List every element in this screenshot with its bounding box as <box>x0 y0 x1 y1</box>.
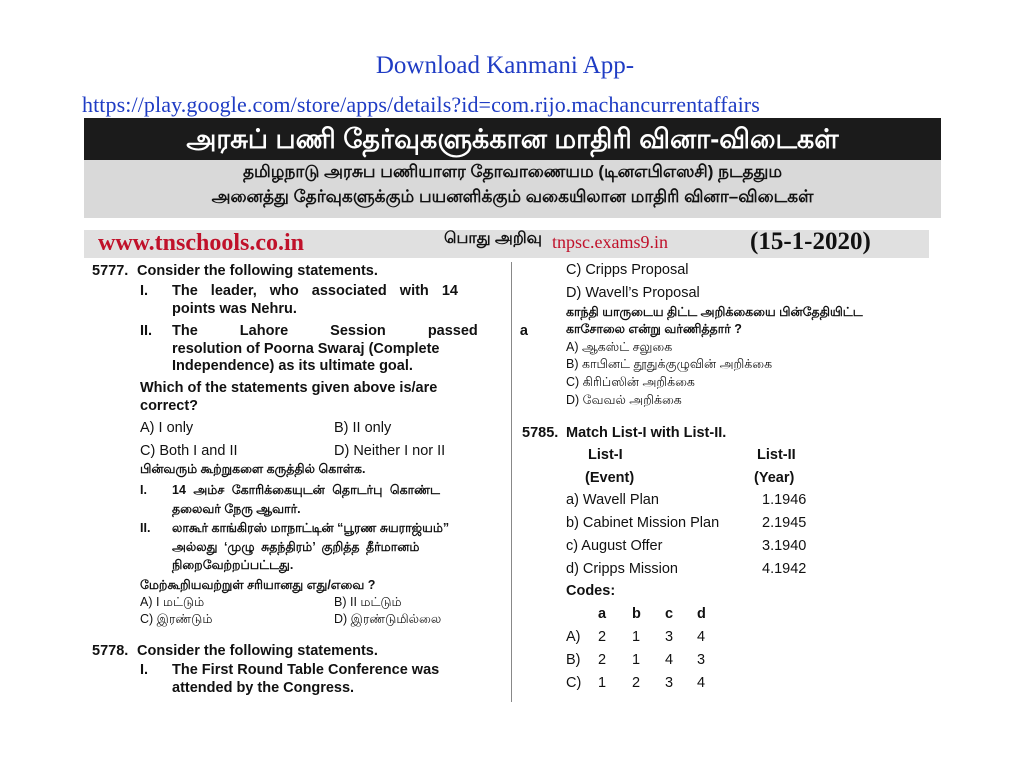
match-year: 2.1945 <box>762 515 807 531</box>
list-1-header: List-I <box>588 447 623 463</box>
option-c: C) Both I and II <box>140 443 238 459</box>
tamil-question: காந்தி யாருடைய திட்ட அறிக்கையை பின்தேதியிட்ட <box>566 305 863 319</box>
option-a: A) I only <box>140 420 194 436</box>
download-title: Download Kanmani App- <box>375 52 635 79</box>
tamil-statement-text: 14 அம்ச கோரிக்கையுடன் தொடர்பு கொண்ட <box>172 483 440 497</box>
list-2-subheader: (Year) <box>754 470 795 486</box>
codes-header: d <box>697 606 706 622</box>
tamil-statement-text: அல்லது ‘முழு சுதந்திரம்’ குறித்த தீர்மானம் <box>172 540 420 554</box>
match-year: 3.1940 <box>762 538 807 554</box>
question-number: 5778. <box>92 643 129 659</box>
tamil-statement-text: தலைவர் நேரு ஆவார். <box>172 502 301 516</box>
codes-label: Codes: <box>566 583 616 599</box>
statement-text: points was Nehru. <box>172 301 297 317</box>
tamil-ask: மேற்கூறியவற்றுள் சரியானது எது/எவை ? <box>140 578 376 592</box>
list-1-subheader: (Event) <box>585 470 635 486</box>
date-label: (15-1-2020) <box>750 228 871 255</box>
subtitle-line-1: தமிழநாடு அரசுப பணியாளர தோவாணையம (டினஎபிஎஸசி) நடததும <box>242 162 783 181</box>
banner-title: அரசுப் பணி தேர்வுகளுக்கான மாதிரி வினா-விடைகள் <box>84 118 941 160</box>
tamil-option-c: C) கிரிப்ஸின் அறிக்கை <box>566 375 695 389</box>
code-value: 1 <box>598 675 607 691</box>
site-left-label: www.tnschools.co.in <box>98 230 305 256</box>
match-event: d) Cripps Mission <box>566 561 678 577</box>
tamil-option-a: A) I மட்டும் <box>140 595 205 609</box>
tamil-statement-text: நிறைவேற்றப்பட்டது. <box>172 558 294 572</box>
tamil-option-d: D) இரண்டுமில்லை <box>334 612 442 626</box>
statement-number: II. <box>140 323 153 339</box>
code-value: 4 <box>665 652 674 668</box>
site-right-label: tnpsc.exams9.in <box>552 232 668 252</box>
code-value: 2 <box>632 675 641 691</box>
option-d: D) Neither I nor II <box>334 443 446 459</box>
statement-text: resolution of Poorna Swaraj (Complete <box>172 341 440 357</box>
tamil-option-b: B) காபினட் தூதுக்குழுவின் அறிக்கை <box>566 357 773 371</box>
question-ask: correct? <box>140 398 199 414</box>
code-value: 2 <box>598 629 607 645</box>
statement-number: I. <box>140 283 149 299</box>
code-label: C) <box>566 675 582 691</box>
question-number: 5777. <box>92 263 129 279</box>
code-value: 4 <box>697 629 706 645</box>
option-b: B) II only <box>334 420 392 436</box>
question-prompt: Consider the following statements. <box>137 263 378 279</box>
code-value: 3 <box>665 629 674 645</box>
option-d: D) Wavell’s Proposal <box>566 285 700 301</box>
codes-header: b <box>632 606 641 622</box>
match-event: b) Cabinet Mission Plan <box>566 515 720 531</box>
match-event: c) August Offer <box>566 538 663 554</box>
code-value: 2 <box>598 652 607 668</box>
statement-text: attended by the Congress. <box>172 680 355 696</box>
match-event: a) Wavell Plan <box>566 492 659 508</box>
list-2-header: List-II <box>757 447 796 463</box>
app-url-link[interactable]: https://play.google.com/store/apps/details?id=com.rijo.machancurrentaffairs <box>82 92 760 117</box>
statement-text: Independence) as its ultimate goal. <box>172 358 413 374</box>
question-prompt: Consider the following statements. <box>137 643 378 659</box>
tamil-option-c: C) இரண்டும் <box>140 612 213 626</box>
code-label: A) <box>566 629 581 645</box>
tamil-statement-number: I. <box>140 483 147 497</box>
statement-text: The First Round Table Conference was <box>172 662 440 678</box>
statement-number: I. <box>140 662 149 678</box>
option-c: C) Cripps Proposal <box>566 262 689 278</box>
tamil-statement-text: லாகூர் காங்கிரஸ் மாநாட்டின் “பூரண சுயராஜ்யம்” <box>172 521 450 535</box>
tamil-option-a: A) ஆகஸ்ட் சலுகை <box>566 340 673 354</box>
code-value: 1 <box>632 629 641 645</box>
tamil-statement-number: II. <box>140 521 151 535</box>
code-value: 3 <box>697 652 706 668</box>
code-value: 3 <box>665 675 674 691</box>
subtitle-line-2: அனைத்து தேர்வுகளுக்கும் பயனளிக்கும் வகையிலான மாதிரி வினா–விடைகள் <box>211 187 814 206</box>
section-label: பொது அறிவு <box>444 230 542 247</box>
tamil-option-b: B) II மட்டும் <box>334 595 402 609</box>
tamil-option-d: D) வேவல் அறிக்கை <box>566 393 682 407</box>
statement-text: The Lahore Session passed a <box>172 323 528 339</box>
tamil-prompt: பின்வரும் கூற்றுகளை கருத்தில் கொள்க. <box>140 462 366 476</box>
tamil-question: காசோலை என்று வர்ணித்தார் ? <box>566 322 742 336</box>
question-ask: Which of the statements given above is/are <box>140 380 438 396</box>
match-year: 1.1946 <box>762 492 807 508</box>
match-year: 4.1942 <box>762 561 807 577</box>
question-number: 5785. <box>522 425 559 441</box>
code-value: 1 <box>632 652 641 668</box>
code-label: B) <box>566 652 581 668</box>
statement-text: The leader, who associated with 14 <box>172 283 458 299</box>
question-prompt: Match List-I with List-II. <box>566 425 727 441</box>
code-value: 4 <box>697 675 706 691</box>
codes-header: a <box>598 606 607 622</box>
codes-header: c <box>665 606 674 622</box>
